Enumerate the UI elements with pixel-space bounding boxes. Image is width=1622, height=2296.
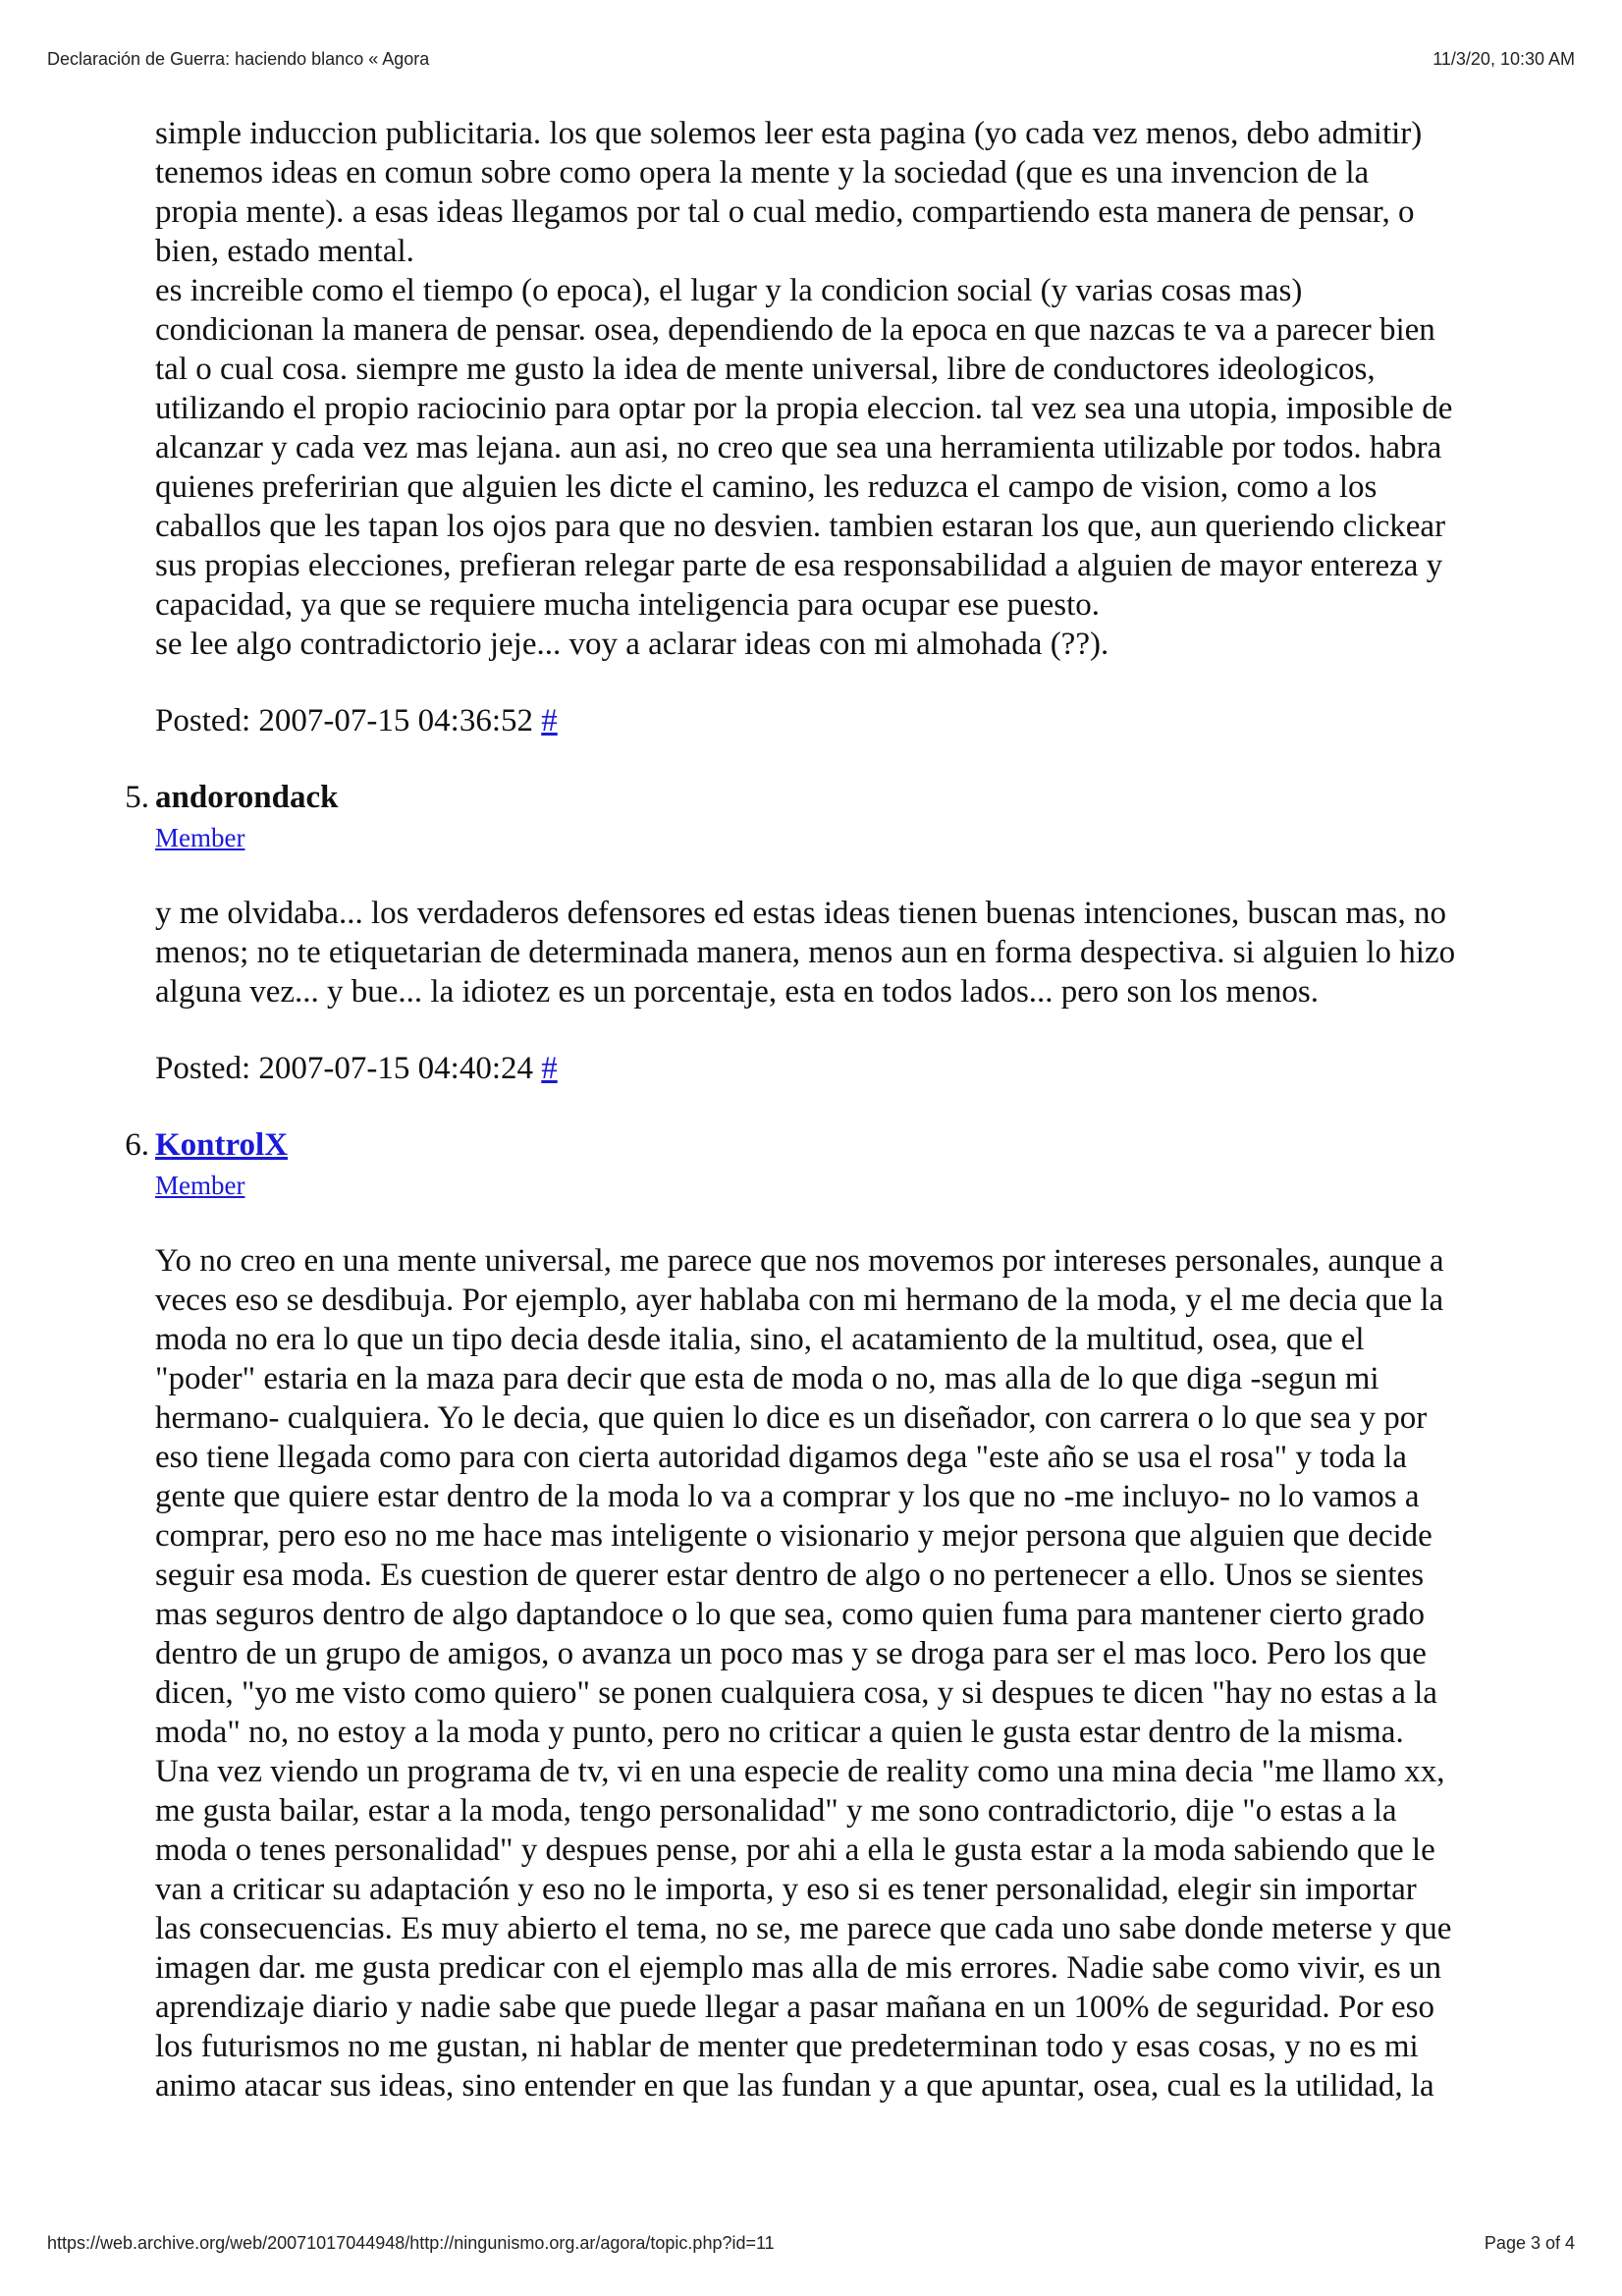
posted-timestamp: Posted: 2007-07-15 04:36:52: [155, 703, 533, 738]
post-line: imagen dar. me gusta predicar con el ejemplo mas alla de mis errores. Nadie sabe como vivir, es un: [155, 1950, 1441, 1986]
post-meta: [155, 1049, 1569, 1088]
post-line: quienes preferirian que alguien les dicte el camino, les reduzca el campo de vision, como a los: [155, 469, 1378, 505]
page-title: Declaración de Guerra: haciendo blanco « Agora: [47, 49, 430, 69]
topic-content: [125, 114, 1569, 2105]
post-line: menos; no te etiquetarian de determinada manera, menos aun en forma despectiva. si alguien lo hizo: [155, 935, 1456, 970]
permalink-link[interactable]: #: [541, 703, 558, 738]
post-line: hermano- cualquiera. Yo le decia, que quien lo dice es un diseñador, con carrera o lo que sea y por: [155, 1400, 1428, 1436]
post-line: y me olvidaba... los verdaderos defensores ed estas ideas tienen buenas intenciones, buscan mas, no: [155, 896, 1447, 931]
post-line: moda" no, no estoy a la moda y punto, pero no criticar a quien le gusta estar dentro de la misma.: [155, 1715, 1404, 1750]
post-line: Yo no creo en una mente universal, me parece que nos movemos por intereses personales, aunque a: [155, 1243, 1444, 1279]
author-role-link[interactable]: Member: [155, 1171, 245, 1200]
post-line: tenemos ideas en comun sobre como opera la mente y la sociedad (que es una invencion de la: [155, 155, 1370, 191]
post-line: me gusta bailar, estar a la moda, tengo personalidad" y me sono contradictorio, dije "o estas a la: [155, 1793, 1397, 1829]
post-line: utilizando el propio raciocinio para optar por la propia eleccion. tal vez sea una utopia, imposible de: [155, 391, 1453, 426]
post-body: [155, 114, 1569, 664]
author-role-link[interactable]: Member: [155, 823, 245, 852]
comment-item: [125, 778, 1569, 1088]
post-line: comprar, pero eso no me hace mas inteligente o visionario y mejor persona que alguien que decide: [155, 1518, 1433, 1554]
post-line: van a criticar su adaptación y eso no le importa, y eso si es tener personalidad, elegir sin importar: [155, 1872, 1417, 1907]
post-line: es increible como el tiempo (o epoca), el lugar y la condicion social (y varias cosas mas): [155, 273, 1303, 308]
post-line: sus propias elecciones, prefieran relegar parte de esa responsabilidad a alguien de mayor entereza y: [155, 548, 1443, 583]
permalink-link[interactable]: #: [541, 1051, 558, 1086]
post-line: propia mente). a esas ideas llegamos por tal o cual medio, compartiendo esta manera de pensar, o: [155, 194, 1415, 230]
post-body: [155, 894, 1569, 1011]
post-line: simple induccion publicitaria. los que solemos leer esta pagina (yo cada vez menos, debo admitir): [155, 116, 1423, 151]
post-line: los futurismos no me gustan, ni hablar de menter que predeterminan todo y esas cosas, y no es mi: [155, 2029, 1419, 2064]
post-meta: [155, 701, 1569, 740]
comment-number: 5.: [125, 780, 149, 815]
comment-author-link[interactable]: KontrolX: [155, 1127, 289, 1163]
print-header: [47, 49, 1575, 70]
post-line: Una vez viendo un programa de tv, vi en una especie de reality como una mina decia "me llamo xx,: [155, 1754, 1445, 1789]
posted-timestamp: Posted: 2007-07-15 04:40:24: [155, 1051, 533, 1086]
page-number: Page 3 of 4: [1484, 2233, 1575, 2253]
post-line: aprendizaje diario y nadie sabe que puede llegar a pasar mañana en un 100% de seguridad. Por eso: [155, 1990, 1434, 2025]
post-line: dicen, "yo me visto como quiero" se ponen cualquiera cosa, y si despues te dicen "hay no estas a la: [155, 1675, 1437, 1711]
post-line: seguir esa moda. Es cuestion de querer estar dentro de algo o no pertenecer a ello. Unos se sientes: [155, 1558, 1425, 1593]
post-line: animo atacar sus ideas, sino entender en que las fundan y a que apuntar, osea, cual es la utilidad, la: [155, 2068, 1434, 2104]
post-line: alguna vez... y bue... la idiotez es un porcentaje, esta en todos lados... pero son los menos.: [155, 974, 1319, 1010]
post-line: alcanzar y cada vez mas lejana. aun asi, no creo que sea una herramienta utilizable por todos. habra: [155, 430, 1442, 465]
comment-item: [125, 1125, 1569, 2105]
post-line: eso tiene llegada como para con cierta autoridad digamos dega "este año se usa el rosa" y toda la: [155, 1440, 1407, 1475]
post-line: las consecuencias. Es muy abierto el tema, no se, me parece que cada uno sabe donde meterse y que: [155, 1911, 1452, 1946]
post-line: se lee algo contradictorio jeje... voy a aclarar ideas con mi almohada (??).: [155, 627, 1109, 662]
post-line: caballos que les tapan los ojos para que no desvien. tambien estaran los que, aun queriendo clickear: [155, 509, 1446, 544]
comment-author: andorondack: [155, 780, 339, 815]
post-line: veces eso se desdibuja. Por ejemplo, ayer hablaba con mi hermano de la moda, y el me decia que la: [155, 1283, 1444, 1318]
post-line: gente que quiere estar dentro de la moda lo va a comprar y los que no -me incluyo- no lo vamos a: [155, 1479, 1420, 1514]
post-line: tal o cual cosa. siempre me gusto la idea de mente universal, libre de conductores ideologicos,: [155, 352, 1376, 387]
post-line: bien, estado mental.: [155, 234, 414, 269]
page-url: https://web.archive.org/web/20071017044948/http://ningunismo.org.ar/agora/topic.php?id=11: [47, 2233, 775, 2253]
post-line: capacidad, ya que se requiere mucha inteligencia para ocupar ese puesto.: [155, 587, 1101, 623]
post-line: moda no era lo que un tipo decia desde italia, sino, el acatamiento de la multitud, osea, que el: [155, 1322, 1365, 1357]
print-datetime: 11/3/20, 10:30 AM: [1433, 49, 1575, 69]
post-line: mas seguros dentro de algo daptandoce o lo que sea, como quien fuma para mantener cierto grado: [155, 1597, 1425, 1632]
post-line: "poder" estaria en la maza para decir que esta de moda o no, mas alla de lo que diga -segun mi: [155, 1361, 1379, 1396]
print-footer: [47, 2233, 1575, 2254]
post-body: [155, 1241, 1569, 2105]
post-line: dentro de un grupo de amigos, o avanza un poco mas y se droga para ser el mas loco. Pero los que: [155, 1636, 1427, 1671]
post-line: moda o tenes personalidad" y despues pense, por ahi a ella le gusta estar a la moda sabiendo que le: [155, 1832, 1435, 1868]
post-continuation: [155, 114, 1569, 740]
comment-number: 6.: [125, 1127, 149, 1163]
post-line: condicionan la manera de pensar. osea, dependiendo de la epoca en que nazcas te va a parecer bien: [155, 312, 1435, 348]
